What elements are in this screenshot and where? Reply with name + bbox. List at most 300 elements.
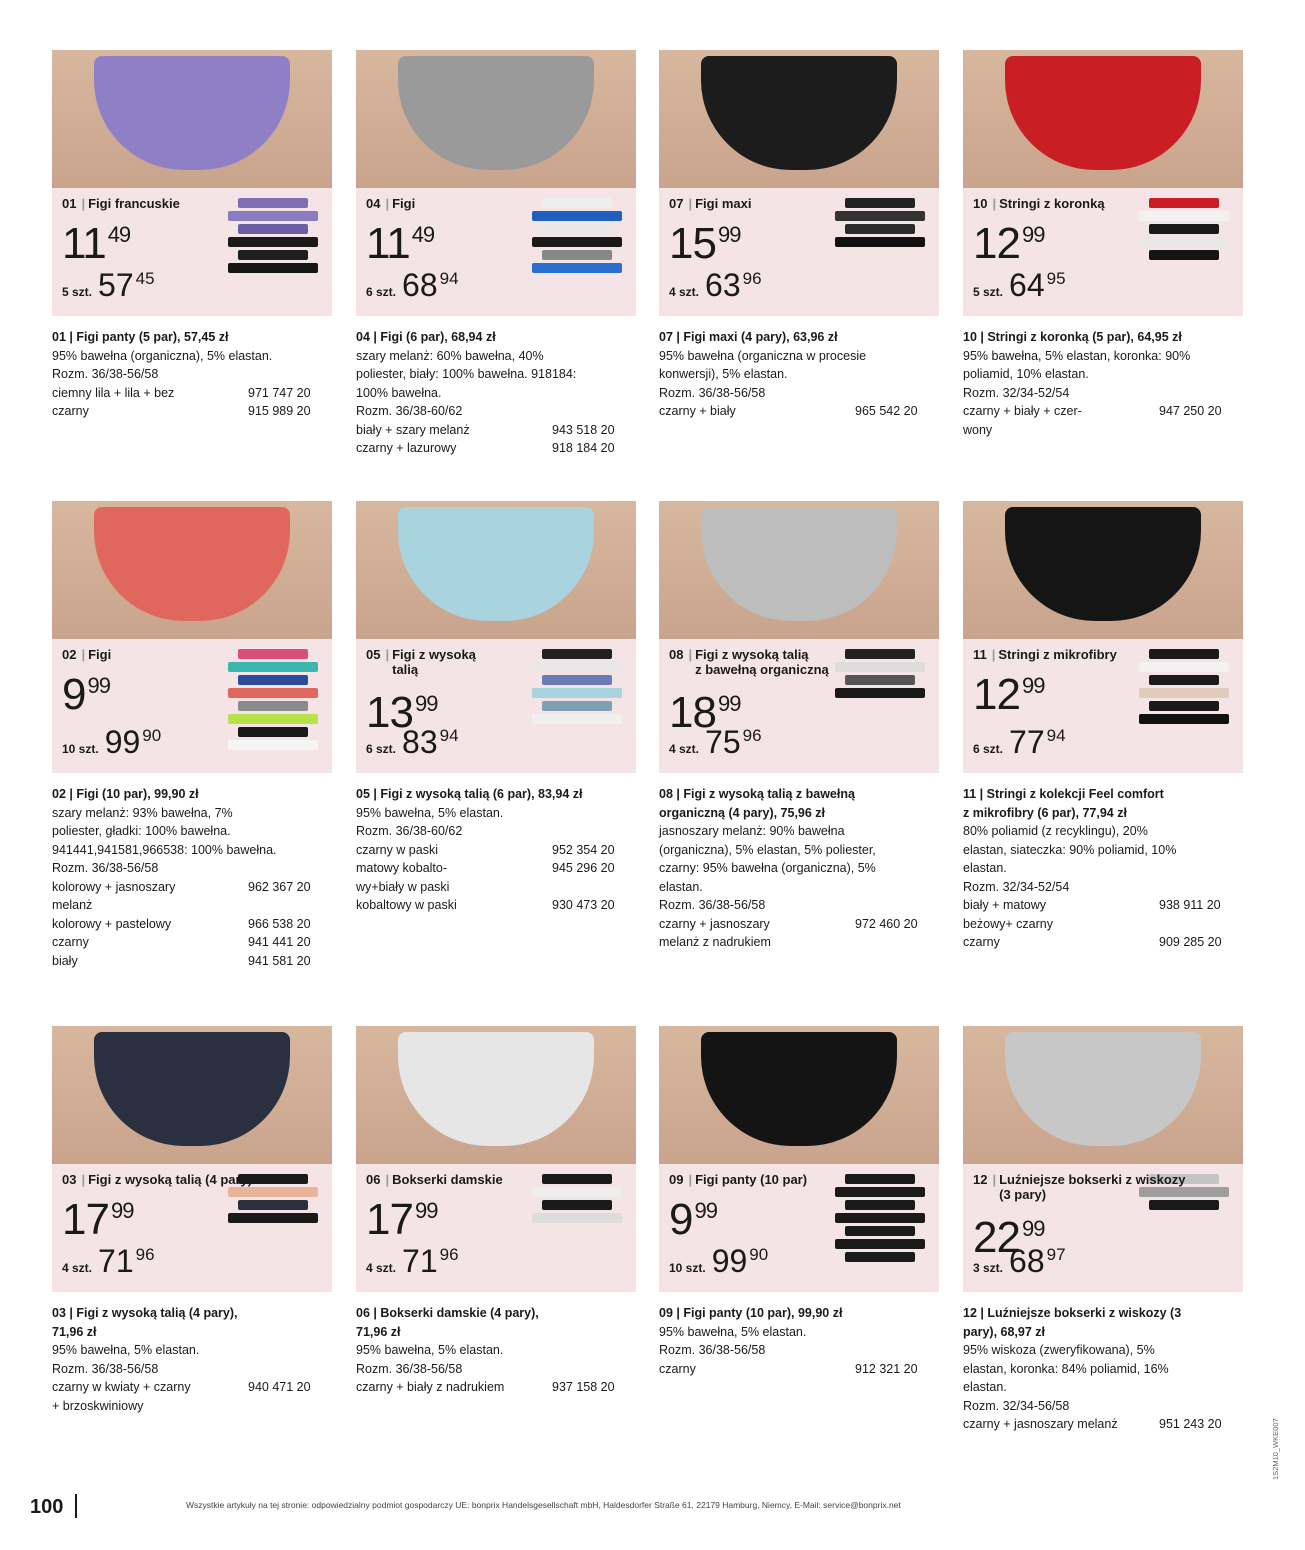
pack-image [1129, 198, 1229, 308]
description-title: 06 | Bokserki damskie (4 pary), 71,96 zł [356, 1306, 539, 1339]
product-card[interactable] [659, 501, 939, 952]
unit-price-cents: 99 [87, 673, 110, 698]
pack-item [1139, 237, 1229, 247]
set-price [669, 1245, 768, 1284]
variant-row[interactable] [52, 933, 332, 952]
product-card[interactable] [356, 50, 636, 458]
product-name: Figi [88, 647, 112, 662]
product-panel [52, 1026, 332, 1292]
unit-price-cents: 99 [1021, 673, 1045, 698]
product-description [52, 1304, 332, 1415]
unit-price [62, 1195, 134, 1244]
variant-code: 951 243 20 [1159, 1417, 1222, 1431]
set-quantity: 4 szt. [62, 1261, 93, 1275]
variant-code: 943 518 20 [552, 422, 615, 437]
product-number: 02 [62, 647, 77, 662]
product-description [963, 328, 1243, 439]
product-number: 08 [669, 647, 684, 662]
product-card[interactable] [52, 501, 332, 970]
product-heading [973, 1172, 1186, 1202]
pack-item [532, 211, 622, 221]
product-panel [356, 501, 636, 773]
description-text: 80% poliamid (z recyklingu), 20% elastan, siateczka: 90% poliamid, 10% elastan. Rozm. 32/34-52/54 [963, 824, 1177, 894]
heading-divider: | [81, 1172, 86, 1187]
set-price [366, 726, 459, 765]
garment-image [1005, 1032, 1201, 1146]
description-title: 11 | Stringi z kolekcji Feel comfort z mikrofibry (6 par), 77,94 zł [963, 787, 1164, 820]
variant-name: matowy kobalto- wy+biały w paski [356, 861, 450, 894]
pack-item [845, 1252, 915, 1262]
variant-name: czarny + biały z nadrukiem [356, 1380, 505, 1394]
set-price-integer: 71 [98, 1243, 134, 1279]
variant-name: kolorowy + jasnoszary melanż [52, 879, 176, 912]
product-description [963, 785, 1243, 952]
pack-item [1149, 250, 1219, 260]
variant-row[interactable] [356, 439, 636, 458]
pack-item [238, 1200, 308, 1210]
product-name: Figi [392, 196, 416, 211]
variant-code: 947 250 20 [1159, 404, 1222, 418]
description-text: jasnoszary melanż: 90% bawełna (organiczna), 5% elastan, 5% poliester, czarny: 95% bawełna (organiczna), 5% elastan. Rozm. 36/38-56/58 [659, 824, 876, 912]
product-photo[interactable] [659, 50, 939, 188]
variant-row[interactable] [963, 1415, 1243, 1434]
garment-image [701, 56, 897, 170]
set-price [366, 269, 459, 308]
set-price-cents: 90 [749, 1245, 769, 1264]
unit-price-integer: 9 [62, 670, 86, 719]
variant-row[interactable] [963, 402, 1243, 439]
product-panel [963, 501, 1243, 773]
set-price-integer: 68 [402, 267, 438, 303]
variant-row[interactable] [963, 896, 1243, 933]
set-price-cents: 45 [135, 269, 155, 288]
set-price [973, 726, 1066, 765]
product-card[interactable] [659, 50, 939, 421]
set-price-cents: 95 [1046, 269, 1066, 288]
product-name: Stringi z mikrofibry [998, 647, 1117, 662]
pack-item [542, 675, 612, 685]
variant-code: 930 473 20 [552, 898, 615, 912]
variant-row[interactable] [356, 896, 636, 915]
product-photo[interactable] [963, 50, 1243, 188]
pack-item [228, 688, 318, 698]
set-price-integer: 99 [104, 724, 141, 760]
product-name: Figi z wysoką talią z bawełną organiczną [695, 647, 829, 677]
set-price-cents: 96 [439, 1245, 459, 1264]
garment-image [1005, 56, 1201, 170]
description-title: 08 | Figi z wysoką talią z bawełną organiczną (4 pary), 75,96 zł [659, 787, 855, 820]
pack-item [835, 1239, 925, 1249]
set-price [669, 726, 762, 765]
pack-item [532, 1213, 622, 1223]
unit-price-cents: 49 [411, 222, 435, 247]
garment-image [94, 507, 290, 621]
product-card[interactable] [52, 50, 332, 421]
variant-row[interactable] [52, 384, 332, 403]
pack-item [845, 675, 915, 685]
set-quantity: 4 szt. [669, 285, 700, 299]
garment-image [398, 1032, 594, 1146]
set-price [669, 269, 762, 308]
product-photo[interactable] [963, 501, 1243, 639]
unit-price [669, 219, 741, 268]
product-number: 04 [366, 196, 381, 211]
product-name: Figi panty (10 par) [695, 1172, 808, 1187]
set-quantity: 10 szt. [669, 1261, 706, 1275]
pack-item [1149, 649, 1219, 659]
set-price-integer: 68 [1009, 1243, 1045, 1279]
variant-row[interactable] [52, 915, 332, 934]
variant-name: czarny [52, 404, 89, 418]
variant-code: 912 321 20 [855, 1361, 918, 1376]
unit-price-integer: 17 [62, 1195, 109, 1244]
pack-image [1129, 649, 1229, 759]
unit-price [62, 670, 110, 719]
set-price-cents: 94 [439, 269, 459, 288]
product-number: 05 [366, 647, 381, 662]
product-description [356, 785, 636, 915]
product-name: Figi maxi [695, 196, 752, 211]
description-title: 02 | Figi (10 par), 99,90 zł [52, 787, 199, 801]
product-panel [659, 501, 939, 773]
product-name: Figi z wysoką talią (4 pary) [88, 1172, 253, 1187]
heading-divider: | [81, 196, 86, 211]
pack-item [845, 1174, 915, 1184]
pack-item [228, 714, 318, 724]
pack-item [845, 649, 915, 659]
set-price-integer: 57 [98, 267, 134, 303]
product-number: 09 [669, 1172, 684, 1187]
variant-code: 952 354 20 [552, 842, 615, 857]
unit-price-cents: 49 [107, 222, 131, 247]
product-heading [62, 1172, 252, 1187]
unit-price [62, 219, 131, 268]
product-photo[interactable] [52, 50, 332, 188]
description-title: 09 | Figi panty (10 par), 99,90 zł [659, 1306, 843, 1320]
pack-image [522, 649, 622, 759]
set-price-integer: 99 [711, 1243, 748, 1279]
product-description [356, 1304, 636, 1397]
pack-item [542, 250, 612, 260]
product-photo[interactable] [963, 1026, 1243, 1164]
description-title: 10 | Stringi z koronką (5 par), 64,95 zł [963, 330, 1182, 344]
pack-item [228, 211, 318, 221]
description-text: 95% bawełna, 5% elastan. Rozm. 36/38-56/58 [659, 1324, 807, 1357]
product-description [356, 328, 636, 458]
garment-image [398, 507, 594, 621]
description-text: 95% bawełna, 5% elastan. Rozm. 36/38-56/58 [356, 1343, 504, 1376]
set-quantity: 5 szt. [62, 285, 93, 299]
pack-item [845, 1226, 915, 1236]
description-text: 95% bawełna, 5% elastan. Rozm. 36/38-60/62 [356, 805, 504, 838]
set-price [973, 1245, 1066, 1284]
variant-row[interactable] [659, 402, 939, 421]
product-photo[interactable] [356, 50, 636, 188]
description-title: 04 | Figi (6 par), 68,94 zł [356, 330, 496, 344]
pack-item [532, 662, 622, 672]
variant-code: 965 542 20 [855, 404, 918, 418]
variant-row[interactable] [52, 402, 332, 421]
variant-name: czarny + jasnoszary melanż [963, 1417, 1118, 1431]
page-number: 100 [30, 1496, 64, 1518]
unit-price [366, 1195, 438, 1244]
unit-price-cents: 99 [414, 1198, 438, 1223]
garment-image [701, 507, 897, 621]
product-panel [356, 50, 636, 316]
pack-item [835, 1187, 925, 1197]
pack-item [238, 224, 308, 234]
unit-price-cents: 99 [414, 691, 438, 716]
variant-code: 941 441 20 [248, 935, 311, 949]
pack-item [238, 649, 308, 659]
product-number: 10 [973, 196, 988, 211]
heading-divider: | [688, 1172, 693, 1187]
product-card[interactable] [356, 501, 636, 915]
unit-price-integer: 12 [973, 670, 1020, 719]
product-description [52, 328, 332, 421]
pack-item [1139, 688, 1229, 698]
variant-name: biały [52, 953, 78, 968]
set-price-cents: 97 [1046, 1245, 1066, 1264]
set-price-cents: 96 [742, 726, 762, 745]
unit-price-cents: 99 [1021, 222, 1045, 247]
product-card[interactable] [963, 1026, 1243, 1434]
product-photo[interactable] [356, 1026, 636, 1164]
variant-row[interactable] [356, 1378, 636, 1397]
pack-item [542, 701, 612, 711]
product-number: 03 [62, 1172, 77, 1187]
product-name: Stringi z koronką [999, 196, 1105, 211]
set-quantity: 5 szt. [973, 285, 1004, 299]
product-description [52, 785, 332, 970]
product-card[interactable] [356, 1026, 636, 1397]
variant-row[interactable] [52, 878, 332, 915]
product-heading [366, 1172, 503, 1187]
variant-row[interactable] [659, 915, 939, 952]
product-panel [963, 50, 1243, 316]
pack-item [835, 688, 925, 698]
variant-name: czarny + lazurowy [356, 441, 457, 455]
product-photo[interactable] [356, 501, 636, 639]
pack-item [835, 237, 925, 247]
set-price-cents: 90 [142, 726, 162, 745]
variant-code: 962 367 20 [248, 879, 311, 894]
heading-divider: | [991, 647, 996, 662]
pack-item [228, 237, 318, 247]
set-quantity: 6 szt. [366, 742, 397, 756]
pack-item [532, 1187, 622, 1197]
description-title: 05 | Figi z wysoką talią (6 par), 83,94 zł [356, 787, 583, 801]
variant-name: czarny + biały [659, 404, 736, 418]
unit-price-integer: 12 [973, 219, 1020, 268]
pack-image [522, 1174, 622, 1284]
product-description [659, 785, 939, 952]
set-price-integer: 64 [1009, 267, 1045, 303]
set-quantity: 6 szt. [366, 285, 397, 299]
product-photo[interactable] [52, 1026, 332, 1164]
variant-row[interactable] [356, 841, 636, 860]
description-text: 95% bawełna (organiczna), 5% elastan. Rozm. 36/38-56/58 [52, 348, 273, 381]
heading-divider: | [385, 647, 390, 662]
pack-item [835, 662, 925, 672]
unit-price-integer: 15 [669, 219, 716, 268]
variant-row[interactable] [52, 1378, 332, 1415]
variant-row[interactable] [659, 1360, 939, 1379]
variant-name: czarny w kwiaty + czarny + brzoskwiniowy [52, 1380, 191, 1413]
pack-item [1139, 662, 1229, 672]
variant-code: 945 296 20 [552, 861, 615, 875]
set-price [366, 1245, 459, 1284]
product-card[interactable] [659, 1026, 939, 1378]
unit-price-cents: 99 [694, 1198, 717, 1223]
product-name: Luźniejsze bokserki z wiskozy (3 pary) [999, 1172, 1186, 1202]
product-photo[interactable] [659, 1026, 939, 1164]
garment-image [94, 56, 290, 170]
set-price-cents: 96 [742, 269, 762, 288]
description-title: 07 | Figi maxi (4 pary), 63,96 zł [659, 330, 838, 344]
product-heading [62, 196, 180, 211]
product-panel [659, 50, 939, 316]
pack-item [1139, 211, 1229, 221]
product-name: Figi z wysoką talią [392, 647, 476, 677]
product-photo[interactable] [52, 501, 332, 639]
product-card[interactable] [963, 50, 1243, 439]
product-heading [669, 647, 829, 677]
description-text: szary melanż: 93% bawełna, 7% poliester, gładki: 100% bawełna. 941441,941581,966538: 100% bawełna. Rozm. 36/38-56/58 [52, 805, 277, 875]
heading-divider: | [992, 196, 997, 211]
set-price [973, 269, 1066, 308]
variant-name: biały + szary melanż [356, 422, 470, 437]
product-number: 06 [366, 1172, 381, 1187]
variant-row[interactable] [356, 421, 636, 440]
product-description [659, 1304, 939, 1378]
description-text: 95% bawełna, 5% elastan, koronka: 90% poliamid, 10% elastan. Rozm. 32/34-52/54 [963, 348, 1191, 400]
product-number: 12 [973, 1172, 988, 1187]
variant-code: 915 989 20 [248, 404, 311, 418]
pack-item [1149, 224, 1219, 234]
pack-image [522, 198, 622, 308]
variant-row[interactable] [356, 859, 636, 896]
pack-item [238, 675, 308, 685]
pack-item [228, 740, 318, 750]
variant-name: czarny w paski [356, 842, 438, 857]
description-text: 95% wiskoza (zweryfikowana), 5% elastan, koronka: 84% poliamid, 16% elastan. Rozm. 32/34-56/58 [963, 1343, 1169, 1413]
variant-row[interactable] [52, 952, 332, 971]
pack-item [1139, 714, 1229, 724]
garment-image [398, 56, 594, 170]
product-panel [356, 1026, 636, 1292]
variant-name: kobaltowy w paski [356, 898, 457, 912]
pack-item [532, 714, 622, 724]
pack-item [542, 649, 612, 659]
heading-divider: | [385, 196, 390, 211]
heading-divider: | [688, 196, 693, 211]
product-number: 01 [62, 196, 77, 211]
pack-item [835, 211, 925, 221]
garment-image [94, 1032, 290, 1146]
unit-price-integer: 17 [366, 1195, 413, 1244]
pack-item [1149, 198, 1219, 208]
product-heading [669, 1172, 807, 1187]
variant-name: ciemny lila + lila + bez [52, 385, 175, 400]
description-title: 03 | Figi z wysoką talią (4 pary), 71,96 zł [52, 1306, 238, 1339]
unit-price-integer: 13 [366, 688, 413, 737]
heading-divider: | [81, 647, 86, 662]
product-heading [973, 196, 1105, 211]
set-price-integer: 77 [1009, 724, 1045, 760]
pack-item [228, 1187, 318, 1197]
pack-image [218, 198, 318, 308]
pack-item [845, 1200, 915, 1210]
variant-name: biały + matowy beżowy+ czarny [963, 898, 1053, 931]
pack-item [532, 688, 622, 698]
product-number: 07 [669, 196, 684, 211]
description-text: 95% bawełna, 5% elastan. Rozm. 36/38-56/58 [52, 1343, 200, 1376]
variant-row[interactable] [963, 933, 1243, 952]
variant-name: czarny [963, 935, 1000, 949]
product-heading [973, 647, 1117, 662]
product-panel [963, 1026, 1243, 1292]
unit-price [366, 219, 435, 268]
pack-image [218, 1174, 318, 1284]
pack-image [825, 649, 925, 759]
heading-divider: | [688, 647, 693, 662]
page-number-divider [75, 1494, 77, 1518]
product-heading [366, 196, 415, 211]
product-card[interactable] [963, 501, 1243, 952]
product-description [659, 328, 939, 421]
unit-price [973, 670, 1045, 719]
pack-item [542, 198, 612, 208]
product-heading [366, 647, 476, 677]
set-price-integer: 71 [402, 1243, 438, 1279]
set-price [62, 269, 155, 308]
product-name: Figi francuskie [88, 196, 180, 211]
description-text: szary melanż: 60% bawełna, 40% poliester, biały: 100% bawełna. 918184: 100% bawełna. Rozm. 36/38-60/62 [356, 348, 577, 418]
unit-price-integer: 11 [366, 219, 410, 268]
set-price [62, 1245, 155, 1284]
pack-item [542, 1200, 612, 1210]
variant-code: 966 538 20 [248, 916, 311, 931]
set-quantity: 4 szt. [669, 742, 700, 756]
variant-code: 918 184 20 [552, 441, 615, 455]
set-price [62, 726, 161, 765]
product-number: 11 [973, 647, 987, 662]
description-text: 95% bawełna (organiczna w procesie konwersji), 5% elastan. Rozm. 36/38-56/58 [659, 348, 867, 400]
pack-item [238, 198, 308, 208]
pack-image [825, 1174, 925, 1284]
heading-divider: | [385, 1172, 390, 1187]
catalog-code: 1S2M10_WKE007 [1271, 1418, 1280, 1480]
set-quantity: 6 szt. [973, 742, 1004, 756]
pack-item [845, 198, 915, 208]
pack-item [228, 1213, 318, 1223]
unit-price-cents: 99 [110, 1198, 134, 1223]
pack-item [238, 727, 308, 737]
set-price-integer: 83 [402, 724, 438, 760]
description-title: 12 | Luźniejsze bokserki z wiskozy (3 pary), 68,97 zł [963, 1306, 1182, 1339]
garment-image [701, 1032, 897, 1146]
unit-price-cents: 99 [717, 222, 741, 247]
product-panel [659, 1026, 939, 1292]
unit-price-integer: 18 [669, 688, 716, 737]
pack-item [532, 237, 622, 247]
pack-image [218, 649, 318, 759]
product-card[interactable] [52, 1026, 332, 1415]
product-panel [52, 501, 332, 773]
product-photo[interactable] [659, 501, 939, 639]
pack-item [238, 250, 308, 260]
